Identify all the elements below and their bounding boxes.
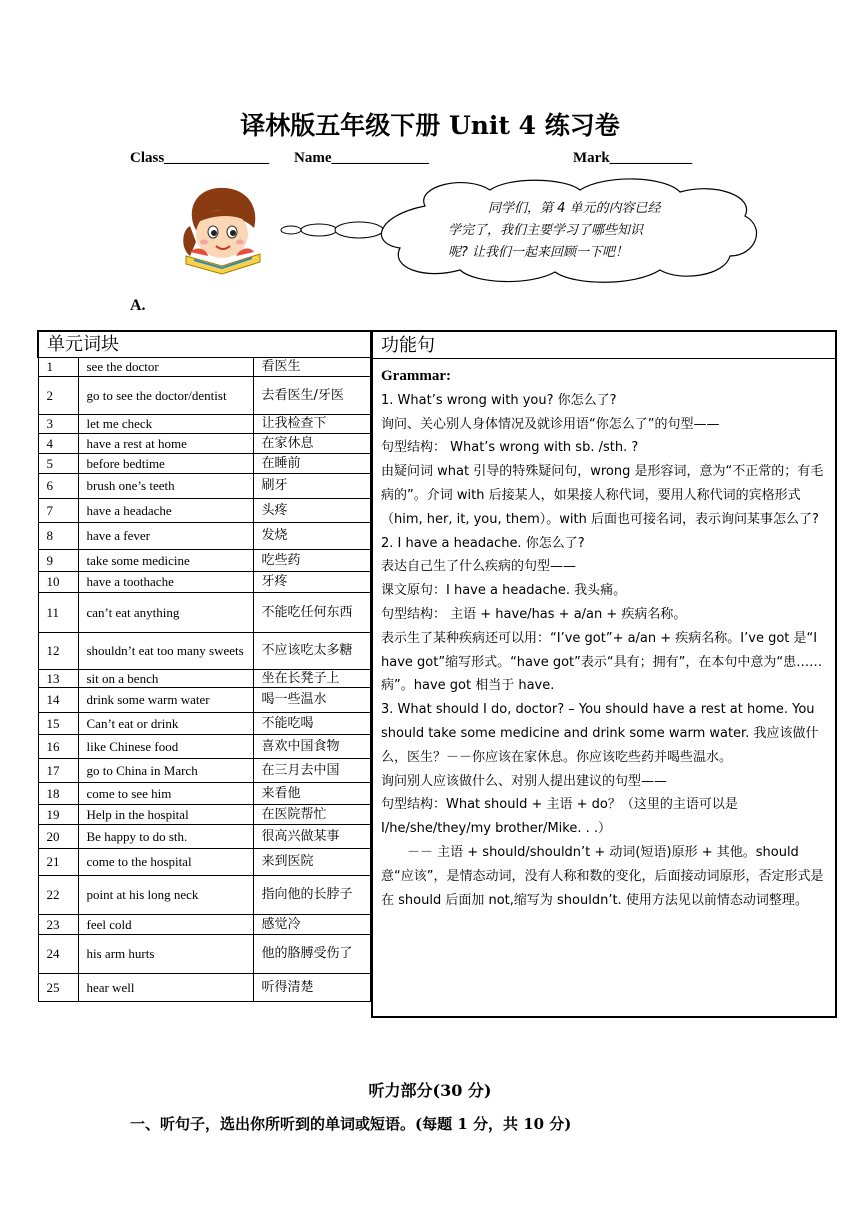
vocab-chinese: 发烧 [253, 522, 371, 549]
vocab-row [38, 669, 371, 687]
vocab-chinese: 感觉冷 [253, 914, 371, 934]
function-line: 课文原句：I have a headache. 我头痛。 [381, 583, 627, 599]
vocab-english: see the doctor [78, 357, 253, 376]
listening-section-title: 听力部分(30 分) [368, 1081, 492, 1100]
vocab-row [38, 632, 371, 669]
vocab-english: shouldn’t eat too many sweets [78, 632, 253, 669]
vocab-english: have a rest at home [78, 433, 253, 453]
function-line: 由疑问词 what 引导的特殊疑问句，wrong 是形容词，意为“不正常的；有毛病的”。介词 with 后接某人，如果接人称代词，要用人称代词的宾格形式（him, her, it, you, them）。with 后面也可接名词，表示询问某事怎么了? [381, 464, 824, 527]
vocab-english: have a headache [78, 498, 253, 522]
vocab-number: 3 [38, 414, 78, 433]
vocab-number: 9 [38, 549, 78, 571]
function-line: 询问、关心别人身体情况及就诊用语“你怎么了”的句型—— [381, 416, 720, 432]
page-title: 译林版五年级下册 Unit 4 练习卷 [240, 111, 620, 140]
vocab-english: Be happy to do sth. [78, 824, 253, 848]
vocab-chinese: 吃些药 [253, 549, 371, 571]
vocab-chinese: 让我检查下 [253, 414, 371, 433]
vocab-number: 8 [38, 522, 78, 549]
vocab-number: 12 [38, 632, 78, 669]
vocab-row [38, 824, 371, 848]
vocab-row [38, 848, 371, 875]
vocab-chinese: 在家休息 [253, 433, 371, 453]
vocab-chinese: 看医生 [253, 357, 371, 376]
function-line: 句型结构：What should + 主语 + do？（这里的主语可以是 I/he/she/they/my brother/Mike. . .） [381, 797, 738, 837]
vocab-english: let me check [78, 414, 253, 433]
vocab-row [38, 433, 371, 453]
vocab-row [38, 804, 371, 824]
function-line: 句型结构： 主语 + have/has + a/an + 疾病名称。 [381, 606, 687, 622]
vocab-number: 23 [38, 914, 78, 934]
vocab-english: sit on a bench [78, 669, 253, 687]
vocab-row [38, 712, 371, 734]
function-line: 1. What’s wrong with you? 你怎么了? [381, 392, 617, 408]
vocab-row [38, 498, 371, 522]
vocab-row [38, 687, 371, 712]
vocab-row [38, 453, 371, 473]
vocab-number: 16 [38, 734, 78, 758]
vocab-row [38, 549, 371, 571]
function-line: 表达自己生了什么疾病的句型—— [381, 559, 577, 575]
vocab-chinese: 喜欢中国食物 [253, 734, 371, 758]
vocab-row [38, 571, 371, 592]
mark-field-label: Mark___________ [573, 150, 693, 166]
function-header: 功能句 [373, 332, 835, 359]
vocab-number: 21 [38, 848, 78, 875]
vocab-number: 18 [38, 782, 78, 804]
name-field-label: Name_____________ [294, 150, 429, 166]
vocab-english: go to China in March [78, 758, 253, 782]
vocab-row [38, 592, 371, 632]
vocab-english: his arm hurts [78, 934, 253, 973]
vocab-english: can’t eat anything [78, 592, 253, 632]
vocab-chinese: 头疼 [253, 498, 371, 522]
vocab-english: come to the hospital [78, 848, 253, 875]
function-sentences-box [371, 330, 837, 1018]
vocab-english: hear well [78, 973, 253, 1001]
vocab-chinese: 在睡前 [253, 453, 371, 473]
vocab-chinese: 喝一些温水 [253, 687, 371, 712]
vocab-number: 14 [38, 687, 78, 712]
vocab-row [38, 973, 371, 1001]
vocab-english: brush one’s teeth [78, 473, 253, 498]
vocab-chinese: 刷牙 [253, 473, 371, 498]
vocab-row [38, 357, 371, 376]
vocab-english: take some medicine [78, 549, 253, 571]
vocab-english: point at his long neck [78, 875, 253, 914]
vocab-chinese: 在三月去中国 [253, 758, 371, 782]
vocab-number: 22 [38, 875, 78, 914]
vocab-row [38, 734, 371, 758]
vocab-chinese: 不能吃任何东西 [253, 592, 371, 632]
vocab-chinese: 指向他的长脖子 [253, 875, 371, 914]
vocab-chinese: 来到医院 [253, 848, 371, 875]
vocab-row [38, 414, 371, 433]
vocab-number: 17 [38, 758, 78, 782]
grammar-label: Grammar: [381, 368, 451, 384]
vocab-chinese: 听得清楚 [253, 973, 371, 1001]
vocab-row [38, 934, 371, 973]
vocab-english: have a toothache [78, 571, 253, 592]
bubble-message [448, 198, 698, 264]
function-line: 3. What should I do, doctor? – You should have a rest at home. You should take some medicine and drink some warm water. 我应该做什么，医生？－－你应该在家休息。你应该吃些药并喝些温水。 [381, 702, 819, 765]
vocab-english: Help in the hospital [78, 804, 253, 824]
vocab-english: like Chinese food [78, 734, 253, 758]
vocab-chinese: 在医院帮忙 [253, 804, 371, 824]
vocab-chinese: 不应该吃太多糖 [253, 632, 371, 669]
vocab-chinese: 很高兴做某事 [253, 824, 371, 848]
vocab-row [38, 875, 371, 914]
vocab-english: feel cold [78, 914, 253, 934]
bubble-line-3: 呢? 让我们一起来回顾一下吧！ [448, 245, 629, 260]
vocab-number: 1 [38, 357, 78, 376]
vocab-number: 4 [38, 433, 78, 453]
reading-girl-illustration [176, 182, 266, 282]
class-field-label: Class______________ [130, 150, 270, 166]
vocab-number: 15 [38, 712, 78, 734]
vocab-english: drink some warm water [78, 687, 253, 712]
vocab-chinese: 牙疼 [253, 571, 371, 592]
function-line: 询问别人应该做什么、对别人提出建议的句型—— [381, 773, 668, 789]
function-line: －－ 主语 + should/shouldn’t + 动词(短语)原形 + 其他。should 意“应该”，是情态动词，没有人称和数的变化，后面接动词原形，否定形式是在 should 后面加 not,缩写为 shouldn’t. 使用方法见以前情态动词整理。 [381, 844, 824, 908]
vocab-number: 10 [38, 571, 78, 592]
vocab-english: have a fever [78, 522, 253, 549]
vocab-number: 19 [38, 804, 78, 824]
function-line: 表示生了某种疾病还可以用：“I’ve got”+ a/an + 疾病名称。I’ve got 是“I have got”缩写形式。“have got”表示“具有；拥有”，在本句中意为“患……病”。have got 相当于 have. [381, 630, 823, 694]
vocab-english: before bedtime [78, 453, 253, 473]
vocab-number: 24 [38, 934, 78, 973]
vocab-row [38, 376, 371, 414]
vocab-number: 6 [38, 473, 78, 498]
vocab-english: come to see him [78, 782, 253, 804]
vocab-number: 5 [38, 453, 78, 473]
function-line: 2. I have a headache. 你怎么了? [381, 535, 585, 551]
vocab-row [38, 522, 371, 549]
vocabulary-table [37, 330, 371, 1002]
vocab-chinese: 他的胳膊受伤了 [253, 934, 371, 973]
vocab-row [38, 473, 371, 498]
vocab-table-header: 单元词块 [38, 331, 371, 357]
function-line: 句型结构： What’s wrong with sb. /sth. ? [381, 440, 639, 456]
vocab-chinese: 不能吃喝 [253, 712, 371, 734]
vocab-number: 13 [38, 669, 78, 687]
vocab-row [38, 782, 371, 804]
vocab-number: 7 [38, 498, 78, 522]
vocab-number: 20 [38, 824, 78, 848]
vocab-row [38, 914, 371, 934]
question-1-instruction: 一、听句子，选出你所听到的单词或短语。(每题 1 分，共 10 分) [130, 1115, 572, 1133]
bubble-line-2: 学完了，我们主要学习了哪些知识 [448, 223, 644, 238]
vocab-row [38, 758, 371, 782]
section-a-label: A. [130, 297, 146, 314]
vocab-chinese: 坐在长凳子上 [253, 669, 371, 687]
bubble-line-1: 同学们，第 4 单元的内容已经 [488, 201, 661, 216]
vocab-chinese: 来看他 [253, 782, 371, 804]
vocab-number: 2 [38, 376, 78, 414]
vocab-number: 11 [38, 592, 78, 632]
vocab-english: go to see the doctor/dentist [78, 376, 253, 414]
function-body [373, 359, 835, 912]
vocab-chinese: 去看医生/牙医 [253, 376, 371, 414]
vocab-english: Can’t eat or drink [78, 712, 253, 734]
vocab-number: 25 [38, 973, 78, 1001]
